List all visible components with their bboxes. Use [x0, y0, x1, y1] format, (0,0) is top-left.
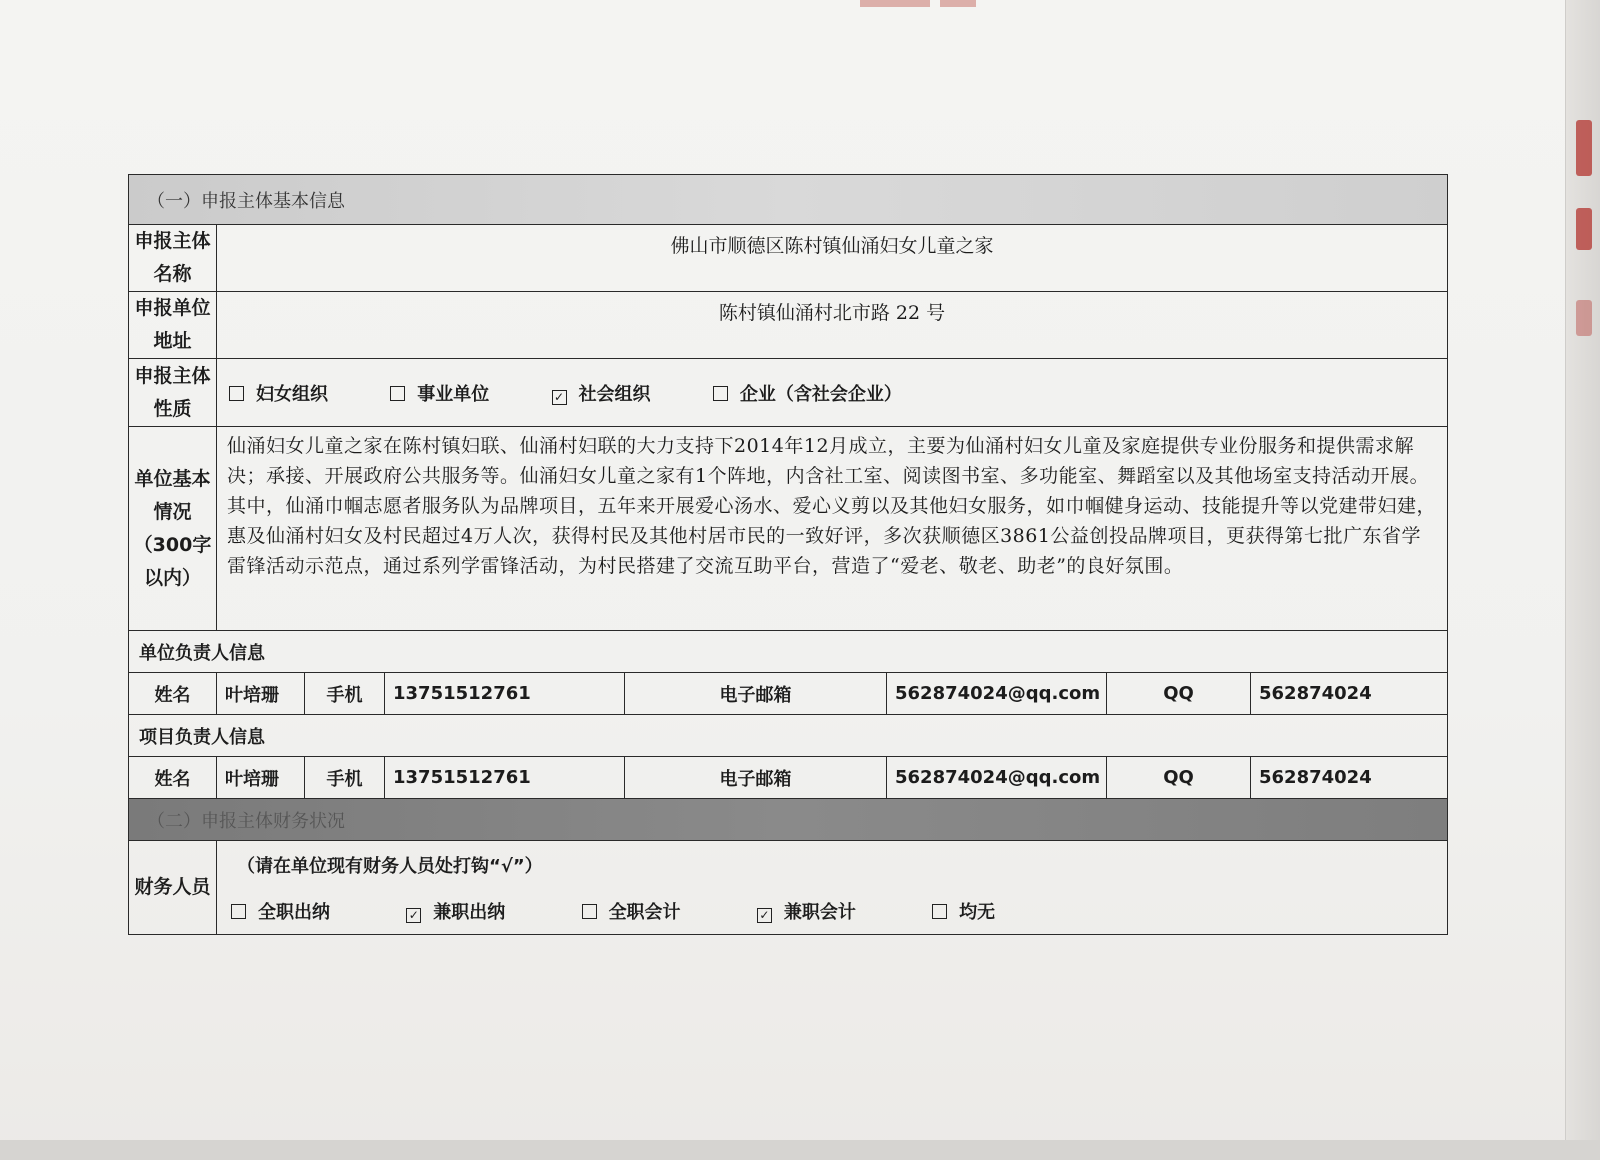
red-ink-mark: [860, 0, 930, 7]
nature-option[interactable]: 企业（含社会企业）: [713, 380, 902, 406]
org-address-label: 申报单位地址: [129, 292, 217, 359]
phone-label: 手机: [305, 757, 385, 799]
org-name-label: 申报主体名称: [129, 225, 217, 292]
project-leader-title: 项目负责人信息: [129, 715, 1448, 757]
name-label: 姓名: [129, 673, 217, 715]
qq-label: QQ: [1107, 757, 1251, 799]
finance-note: （请在单位现有财务人员处打钩“√”）: [217, 841, 1448, 889]
finance-option[interactable]: 全职会计: [582, 898, 681, 924]
nature-option[interactable]: 事业单位: [390, 380, 489, 406]
finance-option[interactable]: 均无: [932, 898, 995, 924]
basic-info-table: [128, 174, 1448, 935]
scan-shadow: [0, 1140, 1600, 1160]
org-nature-options: [217, 359, 1448, 427]
basic-situation-text: 仙涌妇女儿童之家在陈村镇妇联、仙涌村妇联的大力支持下2014年12月成立，主要为仙涌村妇女儿童及家庭提供专业份服务和提供需求解决；承接、开展政府公共服务等。仙涌妇女儿童之家有1个阵地，内含社工室、阅读图书室、多功能室、舞蹈室以及其他场室支持活动开展。其中，仙涌巾帼志愿者服务队为品牌项目，五年来开展爱心汤水、爱心义剪以及其他妇女服务，如巾帼健身运动、技能提升等以党建带妇建，惠及仙涌村妇女及村民超过4万人次，获得村民及其他村居市民的一致好评，多次获顺德区3861公益创投品牌项目，更获得第七批广东省学雷锋活动示范点，通过系列学雷锋活动，为村民搭建了交流互助平台，营造了“爱老、敬老、助老”的良好氛围。: [217, 427, 1448, 631]
email-label: 电子邮箱: [625, 757, 887, 799]
checkbox[interactable]: [932, 904, 947, 919]
email-value: 562874024@qq.com: [887, 673, 1107, 715]
section-title: （二）申报主体财务状况: [129, 799, 1448, 841]
org-name-value: 佛山市顺德区陈村镇仙涌妇女儿童之家: [217, 225, 1448, 292]
checkbox[interactable]: ✓: [757, 908, 772, 923]
finance-options: [217, 889, 1448, 935]
section-title: （一）申报主体基本信息: [129, 175, 1448, 225]
basic-situation-label: 单位基本情况（300字以内）: [129, 427, 217, 631]
checkbox[interactable]: [713, 386, 728, 401]
finance-option[interactable]: 全职出纳: [231, 898, 330, 924]
red-seal-fragment: [1576, 208, 1592, 250]
org-nature-label: 申报主体性质: [129, 359, 217, 427]
nature-option[interactable]: 妇女组织: [229, 380, 328, 406]
checkbox[interactable]: [390, 386, 405, 401]
phone-value: 13751512761: [385, 673, 625, 715]
finance-staff-label: 财务人员: [129, 841, 217, 935]
red-seal-fragment: [1576, 300, 1592, 336]
checkbox[interactable]: [229, 386, 244, 401]
name-value: 叶培珊: [217, 757, 305, 799]
red-seal-fragment: [1576, 120, 1592, 176]
org-address-value: 陈村镇仙涌村北市路 22 号: [217, 292, 1448, 359]
checkbox[interactable]: [582, 904, 597, 919]
checkbox[interactable]: [231, 904, 246, 919]
checkbox[interactable]: ✓: [552, 390, 567, 405]
phone-value: 13751512761: [385, 757, 625, 799]
name-label: 姓名: [129, 757, 217, 799]
page-edge: [1565, 0, 1600, 1160]
qq-value: 562874024: [1251, 673, 1448, 715]
red-ink-mark: [940, 0, 976, 7]
qq-value: 562874024: [1251, 757, 1448, 799]
finance-option[interactable]: ✓ 兼职会计: [757, 898, 856, 924]
unit-leader-title: 单位负责人信息: [129, 631, 1448, 673]
name-value: 叶培珊: [217, 673, 305, 715]
finance-option[interactable]: ✓ 兼职出纳: [406, 898, 505, 924]
email-value: 562874024@qq.com: [887, 757, 1107, 799]
qq-label: QQ: [1107, 673, 1251, 715]
checkbox[interactable]: ✓: [406, 908, 421, 923]
nature-option[interactable]: ✓ 社会组织: [552, 380, 651, 406]
email-label: 电子邮箱: [625, 673, 887, 715]
phone-label: 手机: [305, 673, 385, 715]
